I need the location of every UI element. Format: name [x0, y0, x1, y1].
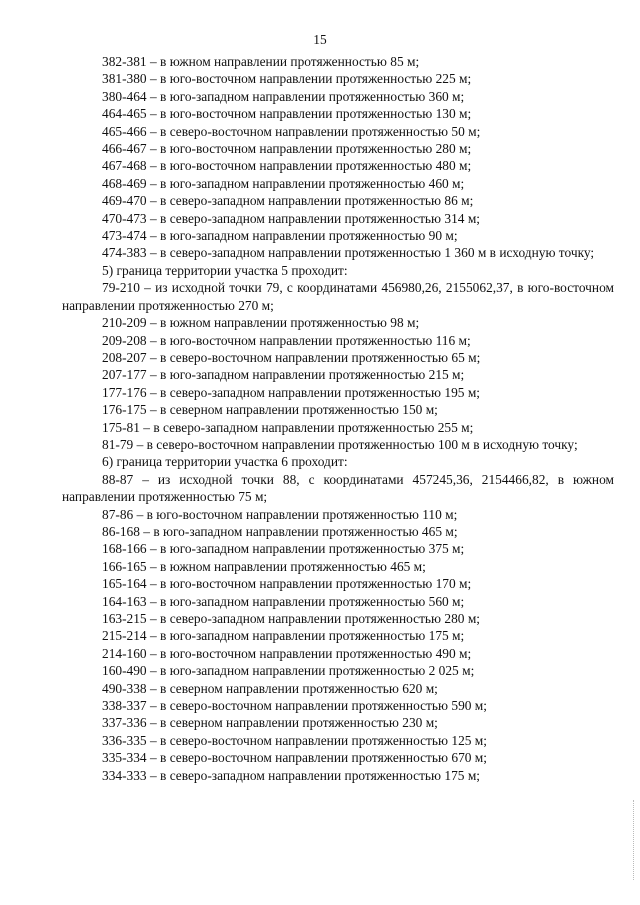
document-body	[62, 53, 614, 784]
boundary-segment: 464-465 – в юго-восточном направлении протяженностью 130 м;	[102, 106, 472, 122]
boundary-segment: 81-79 – в северо-восточном направлении протяженностью 100 м в исходную точку;	[102, 436, 578, 452]
boundary-segment: 466-467 – в юго-восточном направлении протяженностью 280 м;	[102, 141, 472, 157]
boundary-segment: 467-468 – в юго-восточном направлении протяженностью 480 м;	[102, 158, 472, 174]
boundary-segment: 209-208 – в юго-восточном направлении протяженностью 116 м;	[102, 332, 471, 348]
section-heading: 6) граница территории участка 6 проходит:	[102, 454, 348, 470]
boundary-segment: 468-469 – в юго-западном направлении протяженностью 460 м;	[102, 175, 465, 191]
boundary-segment: 177-176 – в северо-западном направлении протяженностью 195 м;	[102, 384, 481, 400]
boundary-segment: 334-333 – в северо-западном направлении протяженностью 175 м;	[102, 767, 481, 783]
boundary-segment: 473-474 – в юго-западном направлении протяженностью 90 м;	[102, 228, 458, 244]
boundary-segment: 214-160 – в юго-восточном направлении протяженностью 490 м;	[102, 645, 472, 661]
boundary-segment: 86-168 – в юго-западном направлении протяженностью 465 м;	[102, 523, 458, 539]
boundary-segment: 176-175 – в северном направлении протяженностью 150 м;	[102, 402, 438, 418]
boundary-segment: 87-86 – в юго-восточном направлении протяженностью 110 м;	[102, 506, 458, 522]
boundary-segment: 382-381 – в южном направлении протяженностью 85 м;	[102, 54, 420, 69]
boundary-segment: 163-215 – в северо-западном направлении протяженностью 280 м;	[102, 611, 481, 626]
boundary-segment: 380-464 – в юго-западном направлении протяженностью 360 м;	[102, 88, 465, 104]
section-heading: 5) граница территории участка 5 проходит:	[102, 262, 348, 278]
boundary-segment: 168-166 – в юго-западном направлении протяженностью 375 м;	[102, 541, 465, 557]
scan-edge-mark	[633, 800, 636, 880]
page-number: 15	[313, 32, 327, 47]
boundary-segment: 338-337 – в северо-восточном направлении протяженностью 590 м;	[102, 698, 487, 714]
boundary-segment: 208-207 – в северо-восточном направлении протяженностью 65 м;	[102, 349, 481, 365]
boundary-segment: 215-214 – в юго-западном направлении протяженностью 175 м;	[102, 628, 465, 644]
boundary-segment: 474-383 – в северо-западном направлении протяженностью 1 360 м в исходную точку;	[102, 245, 595, 261]
boundary-segment: 175-81 – в северо-западном направлении протяженностью 255 м;	[102, 419, 474, 435]
boundary-segment: 207-177 – в юго-западном направлении протяженностью 215 м;	[102, 367, 465, 383]
boundary-segment: 160-490 – в юго-западном направлении протяженностью 2 025 м;	[102, 663, 475, 679]
boundary-segment: 337-336 – в северном направлении протяженностью 230 м;	[102, 715, 438, 731]
boundary-segment: 470-473 – в северо-западном направлении протяженностью 314 м;	[102, 210, 481, 226]
boundary-segment: 336-335 – в северо-восточном направлении протяженностью 125 м;	[102, 732, 487, 748]
boundary-segment: 88-87 – из исходной точки 88, с координатами 457245,36, 2154466,82, в южном направлении протяженностью 75 м;	[62, 471, 614, 505]
boundary-segment: 165-164 – в юго-восточном направлении протяженностью 170 м;	[102, 576, 472, 592]
boundary-segment: 465-466 – в северо-восточном направлении протяженностью 50 м;	[102, 123, 481, 139]
boundary-segment: 79-210 – из исходной точки 79, с координатами 456980,26, 2155062,37, в юго-восточном направлении протяженностью 270 м;	[62, 280, 614, 313]
boundary-segment: 381-380 – в юго-восточном направлении протяженностью 225 м;	[102, 71, 472, 87]
boundary-segment: 335-334 – в северо-восточном направлении протяженностью 670 м;	[102, 750, 487, 766]
boundary-segment: 166-165 – в южном направлении протяженностью 465 м;	[102, 558, 426, 574]
boundary-segment: 469-470 – в северо-западном направлении протяженностью 86 м;	[102, 193, 474, 209]
boundary-segment: 210-209 – в южном направлении протяженностью 98 м;	[102, 315, 420, 331]
boundary-segment: 164-163 – в юго-западном направлении протяженностью 560 м;	[102, 593, 465, 609]
boundary-segment: 490-338 – в северном направлении протяженностью 620 м;	[102, 680, 438, 696]
